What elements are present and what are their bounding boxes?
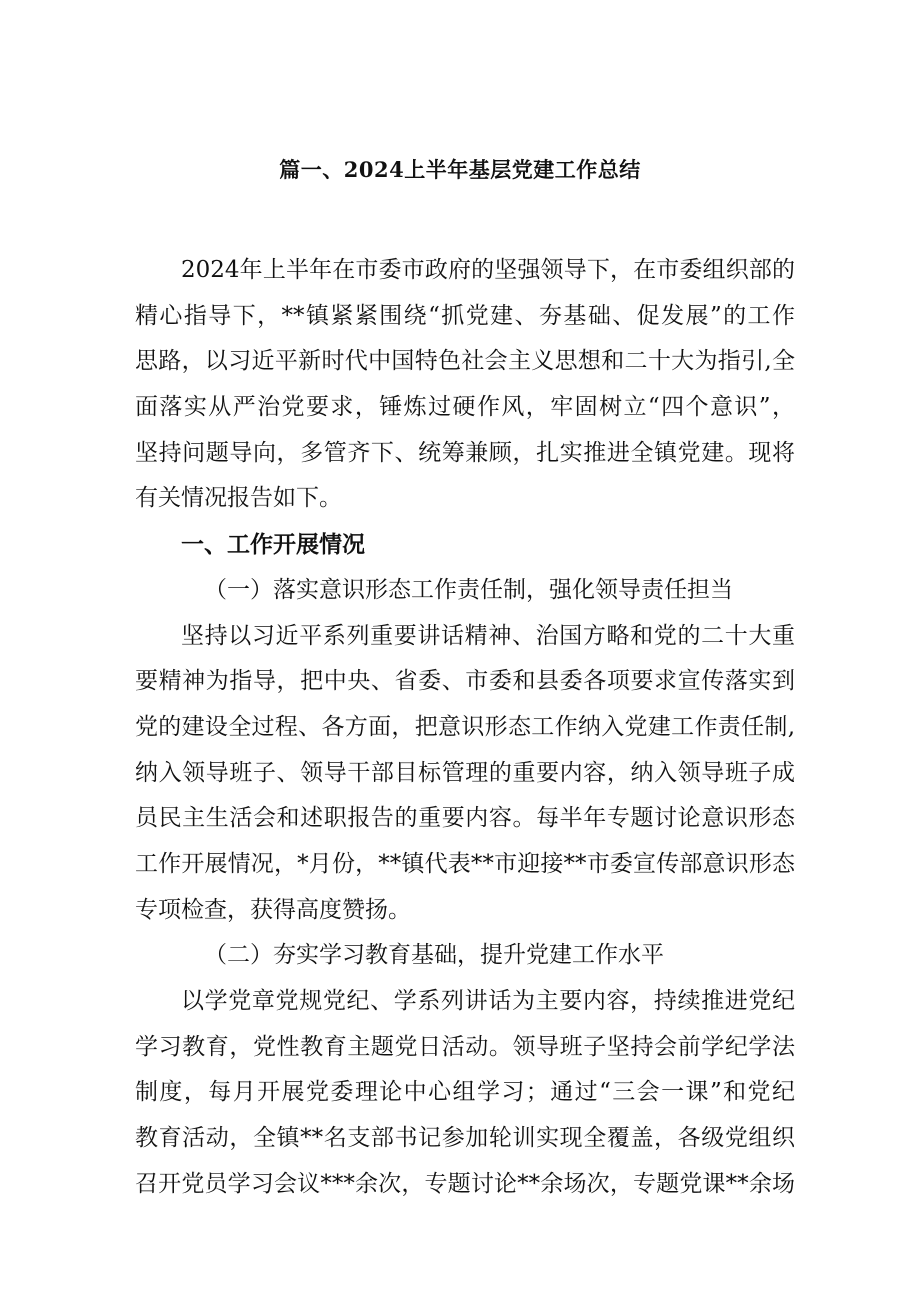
intro-line: 精心指导下，**镇紧紧围绕“抓党建、夯基础、促发展”的工作 (135, 302, 795, 329)
intro-line: 坚持问题导向，多管齐下、统筹兼顾，扎实推进全镇党建。现将 (135, 439, 795, 466)
subsection-heading: （一）落实意识形态工作责任制，强化领导责任担当 (204, 576, 733, 603)
intro-line: 2024年上半年在市委市政府的坚强领导下，在市委组织部的 (181, 257, 795, 283)
sub1-line: 工作开展情况，*月份，**镇代表**市迎接**市委宣传部意识形态 (135, 850, 795, 877)
intro-line: 面落实从严治党要求，锤炼过硬作风，牢固树立“四个意识”， (135, 394, 795, 421)
sub1-line: 专项检查，获得高度赞扬。 (135, 896, 411, 923)
subsection-heading: （二）夯实学习教育基础，提升党建工作水平 (204, 942, 664, 969)
intro-line: 思路，以习近平新时代中国特色社会主义思想和二十大为指引,全 (135, 348, 795, 375)
sub2-line: 召开党员学习会议***余次，专题讨论**余场次，专题党课**余场 (135, 1170, 795, 1197)
intro-line: 有关情况报告如下。 (135, 485, 342, 512)
sub2-line: 学习教育，党性教育主题党日活动。领导班子坚持会前学纪学法 (135, 1033, 795, 1060)
sub2-line: 教育活动，全镇**名支部书记参加轮训实现全覆盖，各级党组织 (135, 1125, 795, 1152)
sub1-line: 员民主生活会和述职报告的重要内容。每半年专题讨论意识形态 (135, 805, 795, 832)
sub2-line: 以学党章党规党纪、学系列讲话为主要内容，持续推进党纪 (181, 988, 795, 1014)
section-heading: 一、工作开展情况 (181, 531, 365, 559)
sub1-line: 坚持以习近平系列重要讲话精神、治国方略和党的二十大重 (181, 622, 795, 649)
document-title: 篇一、2024上半年基层党建工作总结 (279, 157, 641, 182)
sub1-line: 纳入领导班子、领导干部目标管理的重要内容，纳入领导班子成 (135, 759, 795, 786)
sub1-line: 要精神为指导，把中央、省委、市委和县委各项要求宣传落实到 (135, 668, 795, 695)
sub1-line: 党的建设全过程、各方面，把意识形态工作纳入党建工作责任制, (135, 713, 795, 740)
document-body (135, 248, 795, 1207)
sub2-line: 制度，每月开展党委理论中心组学习；通过“三会一课”和党纪 (135, 1079, 795, 1106)
